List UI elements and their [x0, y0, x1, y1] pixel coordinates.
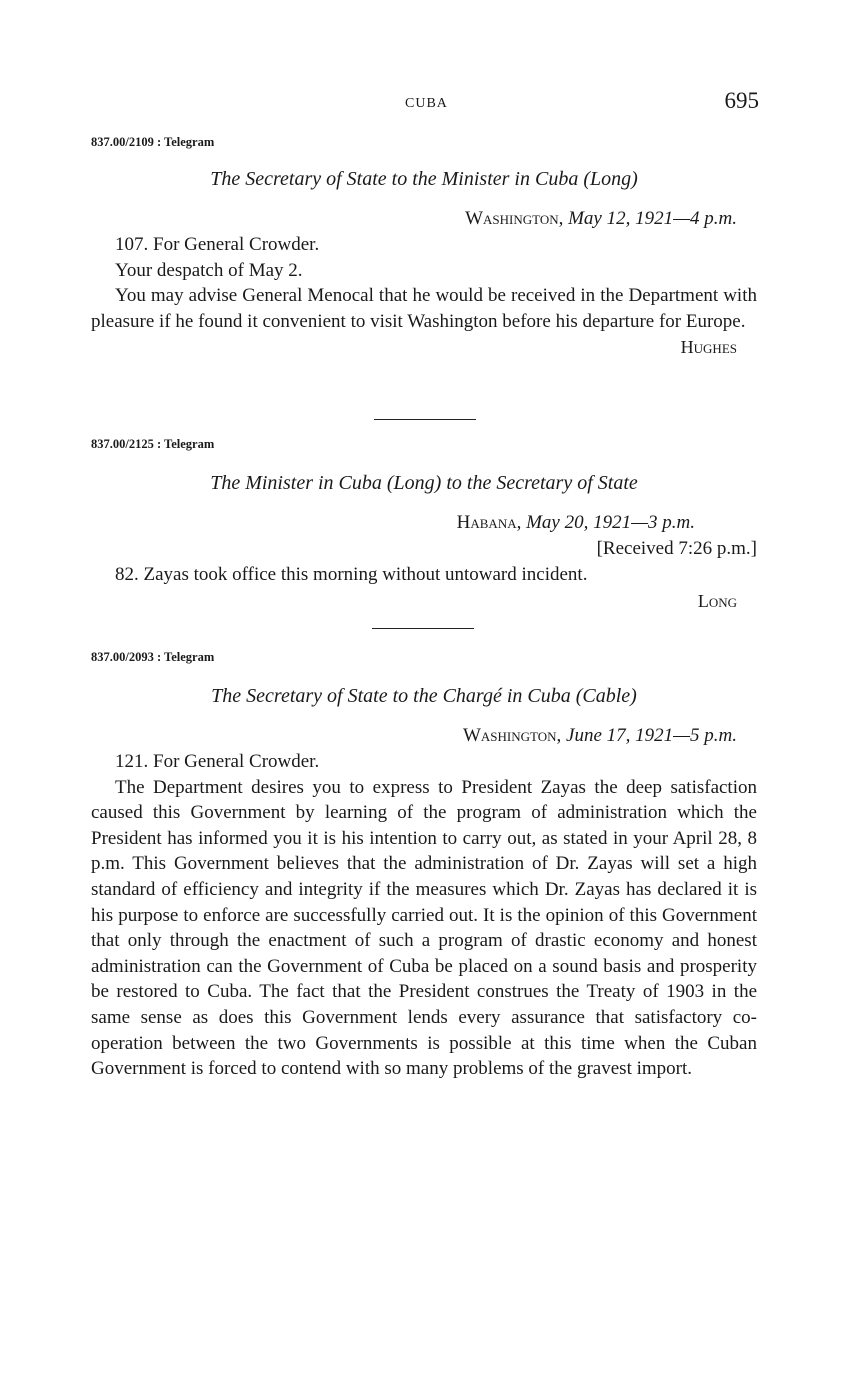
dateline-place: Habana, — [456, 512, 522, 533]
section-divider — [372, 628, 474, 629]
section-divider — [374, 419, 476, 420]
telegram-2 — [91, 436, 757, 614]
received-note: [Received 7:26 p.m.] — [596, 538, 757, 559]
dateline-place: Washington, — [462, 725, 562, 746]
running-title: CUBA — [405, 96, 448, 111]
page-number: 695 — [724, 88, 759, 113]
file-number: 837.00/2125 : Telegram — [91, 437, 215, 451]
paragraph: The Department desires you to express to President Zayas the deep satisfaction caused this Government by learning of the program of administration which the President has informed you it is his intention to carry out, as stated in your April 28, 8 p.m. This Government believes that the administration of Dr. Zayas will set a high standard of efficiency and integrity if the measures which Dr. Zayas has declared it is his purpose to enforce are successfully carried out. It is the opinion of this Government that only through the enactment of such a program of drastic economy and honest administration can the Government of Cuba be placed on a sound basis and prosperity be restored to Cuba. The fact that the President construes the Treaty of 1903 in the same sense as does this Government lends every assurance that satisfactory co-operation between the two Governments is possible at this time when the Cuban Government is forced to contend with so many problems of the gravest import. — [91, 776, 757, 1080]
dateline — [91, 723, 757, 749]
telegram-3 — [91, 649, 757, 1082]
telegram-heading: The Minister in Cuba (Long) to the Secretary of State — [210, 472, 638, 494]
dateline-date: June 17, 1921—5 p.m. — [566, 725, 737, 746]
paragraph: 107. For General Crowder. — [115, 234, 320, 255]
file-number: 837.00/2093 : Telegram — [91, 650, 215, 664]
telegram-heading: The Secretary of State to the Chargé in Cuba (Cable) — [211, 685, 637, 707]
paragraph: 121. For General Crowder. — [115, 751, 320, 772]
file-number: 837.00/2109 : Telegram — [91, 135, 215, 149]
paragraph: Your despatch of May 2. — [115, 259, 303, 281]
signature: Long — [697, 590, 737, 611]
telegram-heading: The Secretary of State to the Minister in Cuba (Long) — [210, 168, 638, 190]
dateline-date: May 20, 1921—3 p.m. — [526, 512, 695, 533]
paragraph: 82. Zayas took office this morning without untoward incident. — [115, 564, 588, 585]
dateline — [91, 206, 757, 232]
dateline — [91, 510, 757, 536]
running-head — [0, 88, 867, 118]
dateline-place: Washington, — [465, 208, 564, 229]
paragraph: You may advise General Menocal that he would be received in the Department with pleasure if he found it convenient to visit Washington before his departure for Europe. — [91, 285, 757, 332]
dateline-date: May 12, 1921—4 p.m. — [568, 208, 737, 229]
signature: Hughes — [680, 337, 737, 358]
telegram-1 — [91, 134, 757, 360]
